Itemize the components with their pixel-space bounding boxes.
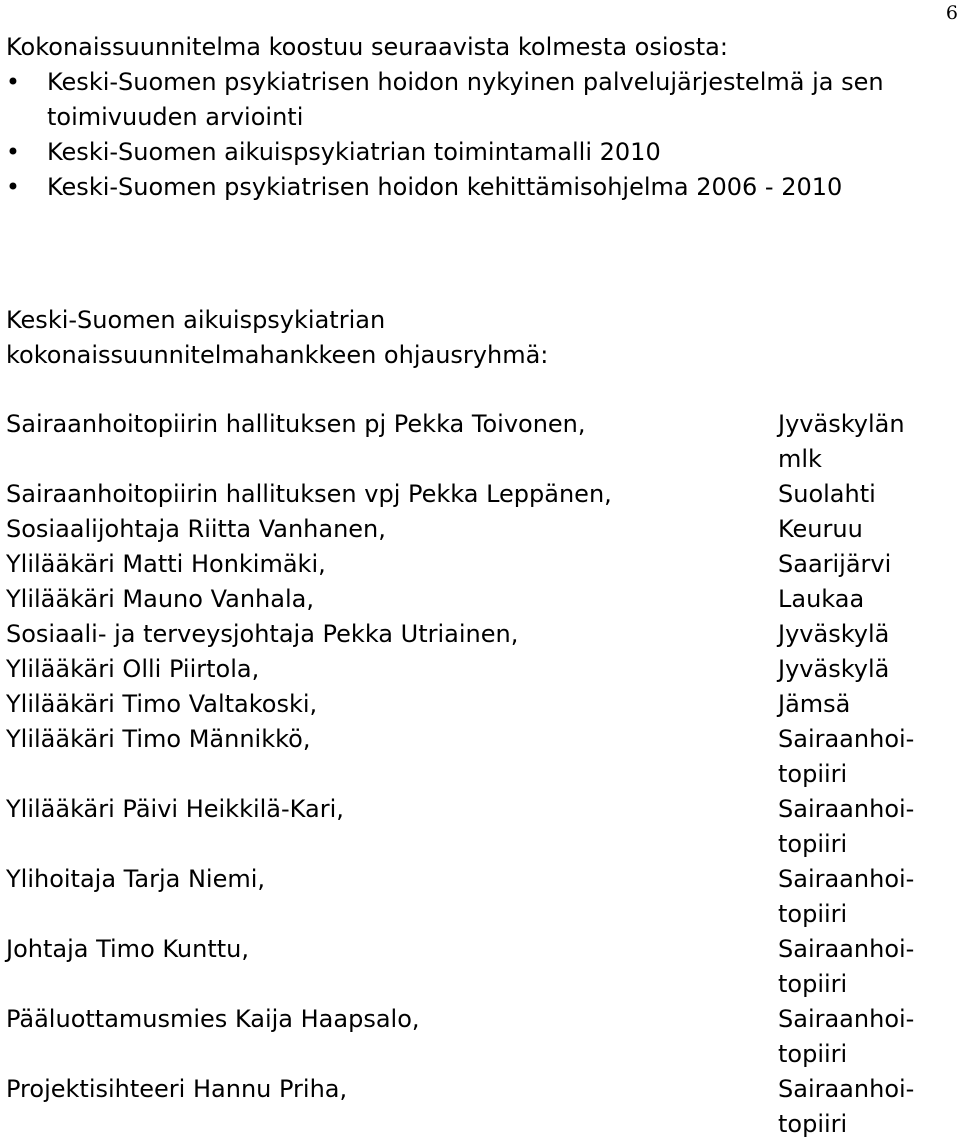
heading-line: Keski-Suomen aikuispsykiatrian [6, 306, 386, 334]
member-place [778, 687, 956, 722]
member-place [778, 407, 956, 477]
member-name: Pääluottamusmies Kaija Haapsalo, [6, 1005, 420, 1033]
list-item-text: Keski-Suomen aikuispsykiatrian toimintamalli 2010 [47, 138, 661, 166]
member-place [778, 862, 956, 932]
bullet-icon: • [5, 68, 21, 96]
place-line: Jämsä [778, 690, 851, 718]
place-line: Sairaanhoi- [778, 795, 915, 823]
page-number: 6 [945, 2, 958, 24]
list-item [0, 170, 952, 205]
place-line: mlk [778, 445, 822, 473]
member-row [6, 932, 956, 1002]
place-line: Sairaanhoi- [778, 1005, 915, 1033]
member-row [6, 617, 956, 652]
member-place [778, 512, 956, 547]
member-place [778, 477, 956, 512]
list-item-text: Keski-Suomen psykiatrisen hoidon nykyinen palvelujärjestelmä ja sen toimivuuden arviointi [47, 68, 884, 131]
place-line: Sairaanhoi- [778, 865, 915, 893]
heading-line: kokonaissuunnitelmahankkeen ohjausryhmä: [6, 341, 549, 369]
bullet-icon: • [5, 173, 21, 201]
member-row [6, 687, 956, 722]
member-name: Sosiaalijohtaja Riitta Vanhanen, [6, 515, 386, 543]
member-name: Ylilääkäri Olli Piirtola, [6, 655, 260, 683]
place-line: Jyväskylä [778, 620, 890, 648]
member-row [6, 407, 956, 477]
place-line: Sairaanhoi- [778, 935, 915, 963]
member-place [778, 792, 956, 862]
member-name: Ylilääkäri Mauno Vanhala, [6, 585, 314, 613]
member-row [6, 547, 956, 582]
member-name: Ylilääkäri Matti Honkimäki, [6, 550, 326, 578]
member-row [6, 722, 956, 792]
member-row [6, 582, 956, 617]
member-name: Sosiaali- ja terveysjohtaja Pekka Utriainen, [6, 620, 519, 648]
bullet-icon: • [5, 138, 21, 166]
list-item [0, 135, 952, 170]
place-line: topiiri [778, 830, 848, 858]
member-place [778, 722, 956, 792]
place-line: Jyväskylä [778, 655, 890, 683]
member-row [6, 862, 956, 932]
member-name: Ylilääkäri Timo Valtakoski, [6, 690, 318, 718]
member-name: Sairaanhoitopiirin hallituksen pj Pekka Toivonen, [6, 410, 586, 438]
member-place [778, 547, 956, 582]
place-line: topiiri [778, 1040, 848, 1068]
place-line: Suolahti [778, 480, 876, 508]
member-place [778, 932, 956, 1002]
place-line: topiiri [778, 760, 848, 788]
member-place [778, 617, 956, 652]
member-name: Projektisihteeri Hannu Priha, [6, 1075, 348, 1103]
member-row [6, 477, 956, 512]
place-line: topiiri [778, 900, 848, 928]
member-row [6, 512, 956, 547]
place-line: Sairaanhoi- [778, 725, 915, 753]
member-name: Ylilääkäri Päivi Heikkilä-Kari, [6, 795, 344, 823]
intro-text: Kokonaissuunnitelma koostuu seuraavista kolmesta osiosta: [6, 33, 728, 61]
member-name: Johtaja Timo Kunttu, [6, 935, 249, 963]
place-line: Sairaanhoi- [778, 1075, 915, 1103]
member-name: Ylilääkäri Timo Männikkö, [6, 725, 311, 753]
member-row [6, 1002, 956, 1072]
place-line: topiiri [778, 1110, 848, 1138]
member-name: Sairaanhoitopiirin hallituksen vpj Pekka Leppänen, [6, 480, 612, 508]
steering-group-heading [6, 303, 548, 373]
member-row [6, 652, 956, 687]
place-line: topiiri [778, 970, 848, 998]
member-list [6, 407, 956, 1142]
list-item-text: Keski-Suomen psykiatrisen hoidon kehittämisohjelma 2006 - 2010 [47, 173, 843, 201]
place-line: Keuruu [778, 515, 863, 543]
member-place [778, 652, 956, 687]
place-line: Laukaa [778, 585, 865, 613]
member-place [778, 582, 956, 617]
sections-list [0, 65, 960, 205]
member-name: Ylihoitaja Tarja Niemi, [6, 865, 266, 893]
member-row [6, 792, 956, 862]
member-row [6, 1072, 956, 1142]
member-place [778, 1002, 956, 1072]
place-line: Jyväskylän [778, 410, 905, 438]
list-item [0, 65, 952, 135]
member-place [778, 1072, 956, 1142]
place-line: Saarijärvi [778, 550, 892, 578]
